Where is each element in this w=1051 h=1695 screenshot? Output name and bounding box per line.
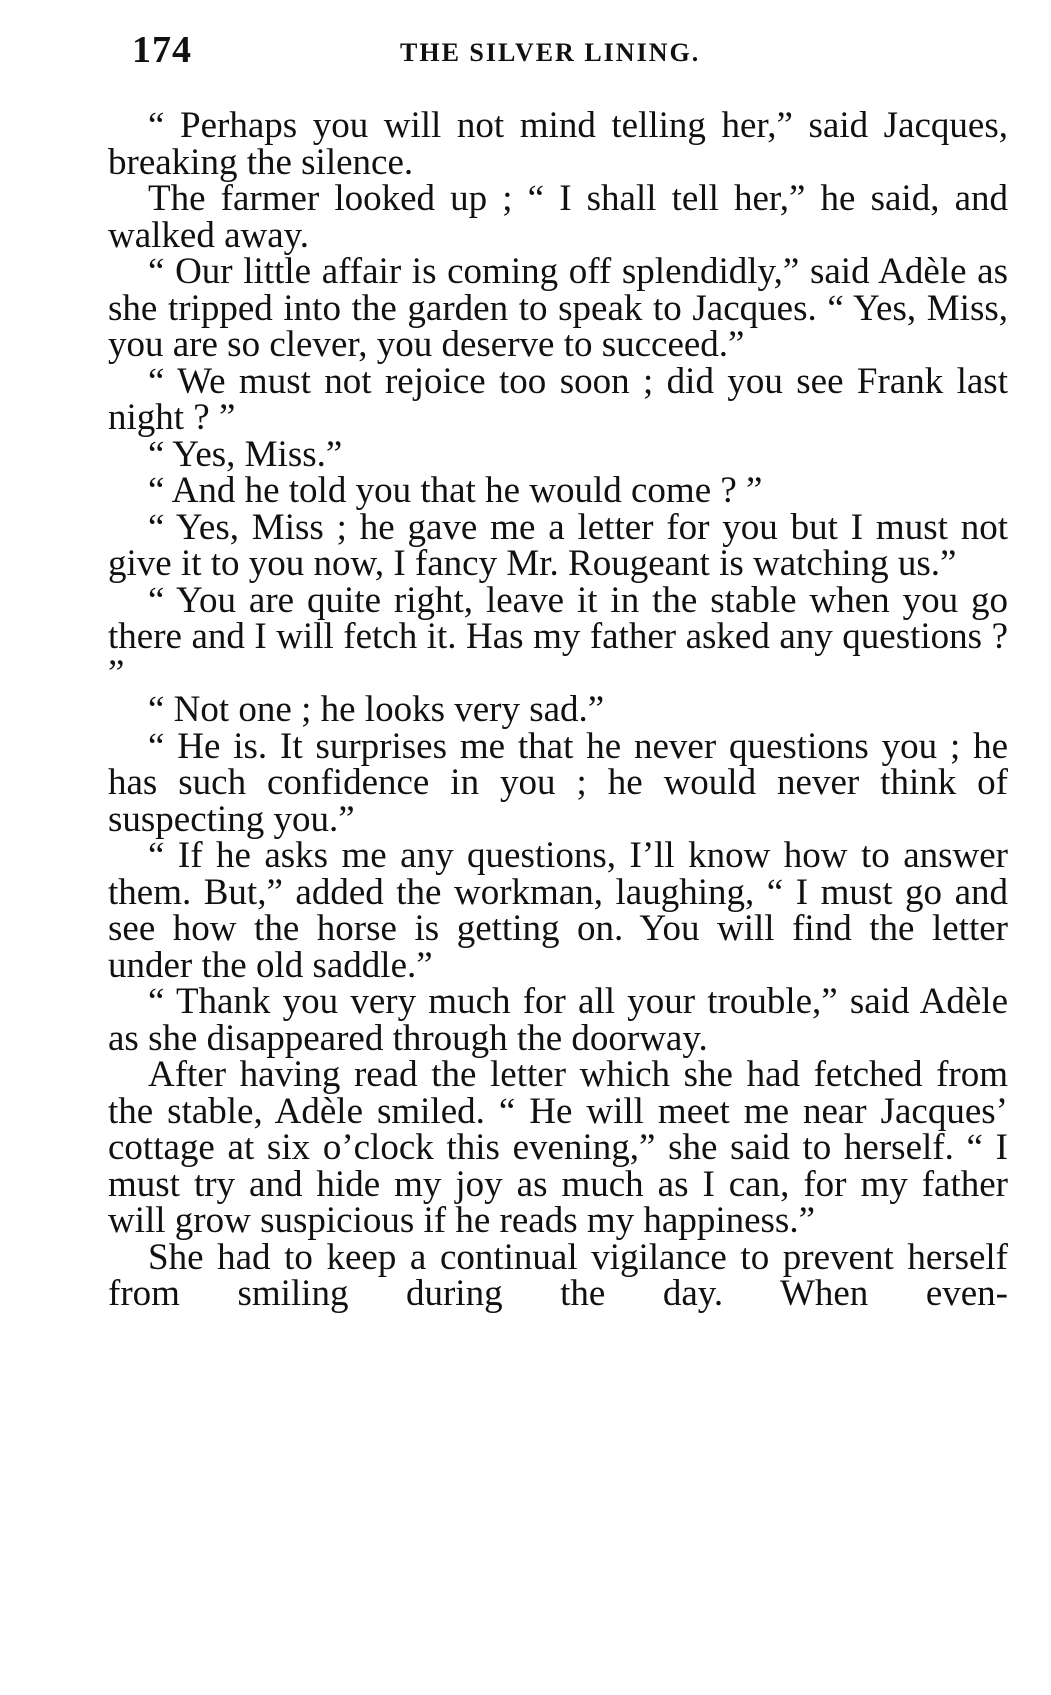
- paragraph: After having read the letter which she had fetched from the stable, Adèle smiled. “ He will meet me near Jacques’ cottage at six o’clock this evening,” she said to herself. “ I must try and hide my joy as much as I can, for my father will grow suspicious if he reads my happiness.”: [108, 1054, 1008, 1241]
- paragraph: “ Not one ; he looks very sad.”: [148, 689, 605, 730]
- paragraph: “ Thank you very much for all your trouble,” said Adèle as she disappeared through the doorway.: [108, 981, 1008, 1059]
- paragraph: “ He is. It surprises me that he never questions you ; he has such confidence in you ; he would never think of suspecting you.”: [108, 725, 1008, 840]
- paragraph: “ And he told you that he would come ? ”: [148, 470, 763, 511]
- paragraph: “ If he asks me any questions, I’ll know how to answer them. But,” added the workman, laughing, “ I must go and see how the horse is getting on. You will find the letter under the old saddle.”: [108, 835, 1008, 986]
- paragraph: “ We must not rejoice too soon ; did you see Frank last night ? ”: [108, 360, 1008, 438]
- running-head: [132, 28, 952, 78]
- page-number: 174: [132, 29, 192, 71]
- running-title: THE SILVER LINING.: [400, 38, 701, 67]
- paragraph: “ Yes, Miss.”: [148, 433, 343, 475]
- paragraph: “ Yes, Miss ; he gave me a letter for you but I must not give it to you now, I fancy Mr. Rougeant is watching us.”: [108, 506, 1008, 584]
- paragraph: “ Our little affair is coming off splendidly,” said Adèle as she tripped into the garden to speak to Jacques. “ Yes, Miss, you are so clever, you deserve to succeed.”: [108, 251, 1008, 365]
- paragraph: The farmer looked up ; “ I shall tell her,” he said, and walked away.: [108, 178, 1008, 256]
- body-text: [108, 105, 1008, 1314]
- paragraph: She had to keep a continual vigilance to prevent herself from smiling during the day. When even-: [108, 1236, 1008, 1314]
- paragraph: “ Perhaps you will not mind telling her,” said Jacques, breaking the silence.: [108, 105, 1008, 183]
- paragraph: “ You are quite right, leave it in the stable when you go there and I will fetch it. Has my father asked any questions ? ”: [108, 579, 1008, 694]
